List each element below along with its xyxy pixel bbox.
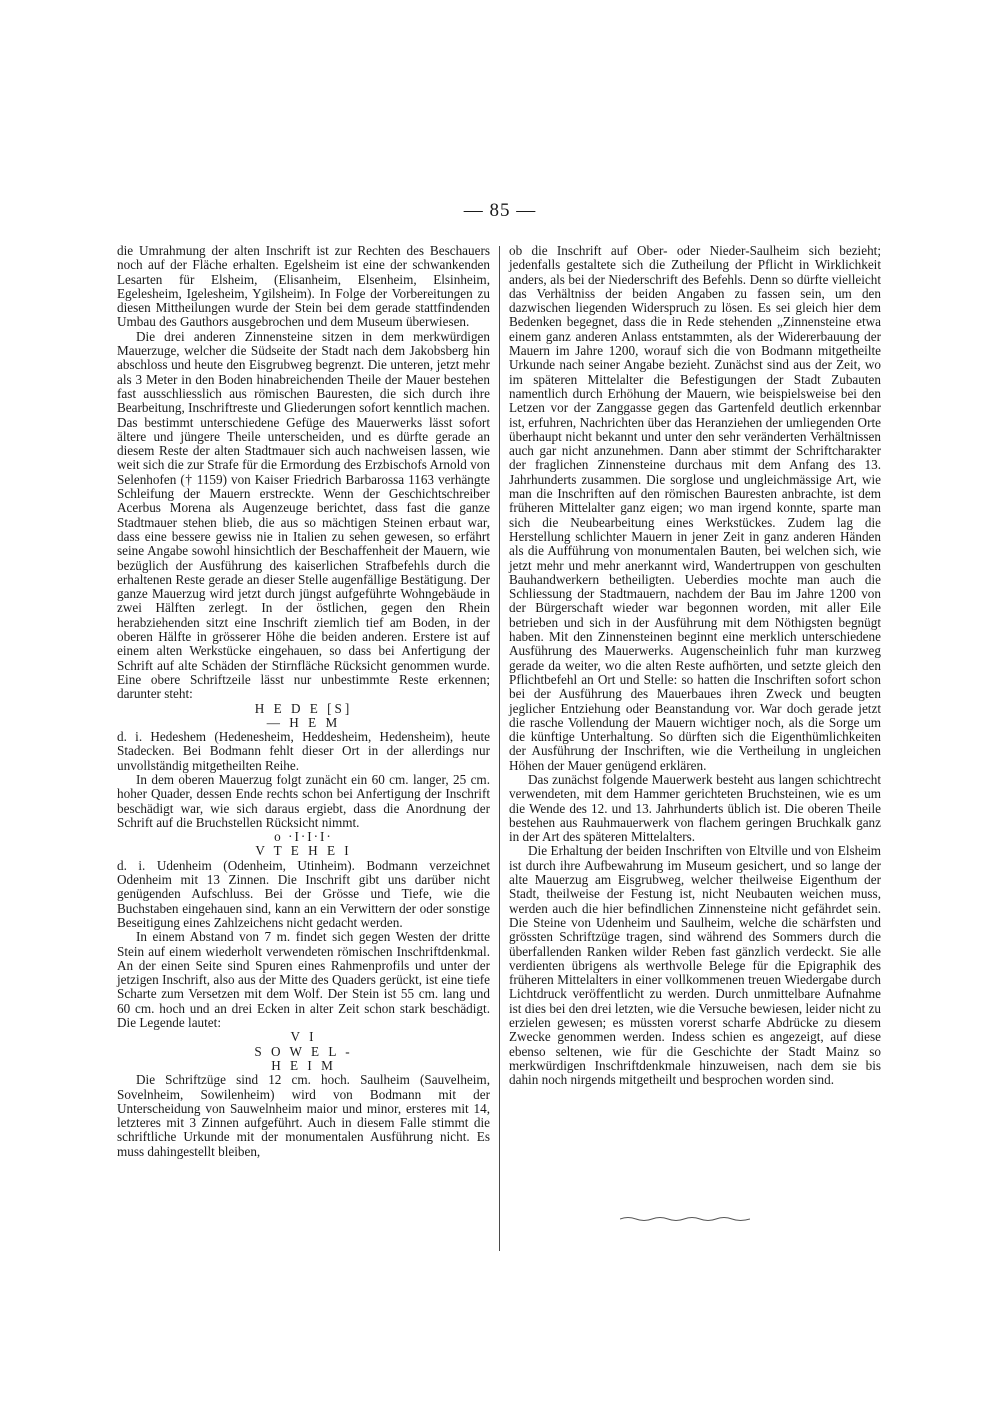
column-divider	[499, 246, 500, 1251]
paragraph: Die Schriftzüge sind 12 cm. hoch. Saulheim (Sauvelheim, Sovelnheim, Sowilenheim) wird von Bodmann mit der Unterscheidung von Sauwelnheim maior und minor, ersteres mit 14, letzteres mit 3 Zinnen aufgeführt. Auch in diesem Falle stimmt die schriftliche Urkunde mit der monumentalen Ausführung nicht. Es muss dahingestellt bleiben,	[117, 1072, 490, 1159]
left-column	[117, 244, 490, 1159]
right-column	[509, 244, 881, 1088]
inscription-line: V T E H E I	[255, 843, 352, 859]
paragraph: die Umrahmung der alten Inschrift ist zur Rechten des Beschauers noch auf der Fläche erhalten. Egelsheim ist eine der schwankenden Lesarten für Elsheim, (Elisanheim, Elsenheim, Elsinheim, Egelesheim, Igelesheim, Ygilsheim). In Folge der Vorbereitungen zu diesen Mittheilungen wurde der Stein bei dem gerade stattfindenden Umbau des Gauthors ausgebrochen und dem Museum überwiesen.	[117, 243, 490, 330]
inscription-line: H E I M	[271, 1057, 336, 1073]
paragraph: Das zunächst folgende Mauerwerk besteht aus langen schichtrecht verwendeten, mit dem Hammer gerichteten Bruchsteinen, wie es um die Wende des 12. und 13. Jahrhunderts üblich ist. Die oberen Theile bestehen aus Rauhmauerwerk von flachem geringen Bruchkalk ganz in der Art des späteren Mittelalters.	[509, 771, 881, 845]
inscription-line: o ·I·I·I·	[274, 829, 333, 845]
paragraph: d. i. Udenheim (Odenheim, Utinheim). Bodmann verzeichnet Odenheim mit 13 Zinnen. Die Inschrift gibt uns darüber nicht genügenden Aufschluss. Bei der Grösse und Tiefe, wie die Buchstaben eingehauen sind, kann an ein Verwittern der oder sonstige Beseitigung eines Zahlzeichens nicht gedacht werden.	[117, 857, 490, 930]
paragraph: d. i. Hedeshem (Hedenesheim, Heddesheim, Hedensheim), heute Stadecken. Bei Bodmann fehlt dieser Ort in der allerdings nur unvollständig mitgetheilten Reihe.	[117, 729, 490, 773]
paragraph: Die Erhaltung der beiden Inschriften von Eltville und von Elsheim ist durch ihre Aufbewahrung im Museum gesichert, und so lange der alte Mauerzug am Eisgrubweg, welcher theilweise Eigenthum der Stadt, theilweise der Festung ist, nicht Neubauten weichen muss, werden auch die hier befindlichen Zinnensteine nicht gefährdet sein. Die Steine von Udenheim und Saulheim, welche die schärfsten und grössten Schriftzüge tragen, sind während des Sommers durch die überfallenden Ranken wilder Reben fast gänzlich verdeckt. Sie alle verdienten übrigens als werthvolle Belege für die Epigraphik des früheren Mittelalters in einer vollkommenen treuen Wiedergabe durch Lichtdruck veröffentlicht zu werden. Durch unmittelbare Aufnahme ist dies bei den drei letzten, wie die Versuche bewiesen, leider nicht zu erzielen gewesen; es müssten vorerst scharfe Abdrücke zu diesem Zwecke genommen werden. Indess schien es angezeigt, auf diese ebenso seltenen, wie für die Geschichte der Stadt Mainz so merkwürdigen Inschriftdenkmale hinzuweisen, nach dem sie bis dahin noch nirgends mitgetheilt und besprochen worden sind.	[509, 843, 881, 1088]
inscription-line: H E D E [S]	[254, 700, 353, 716]
paragraph: ob die Inschrift auf Ober- oder Nieder-Saulheim sich bezieht; jedenfalls gestaltete sich die Zutheilung der Pflicht in Wirklichkeit anders, als bei der Niederschrift des Befehls. Denn so dürfte vielleicht das Verhältniss der beiden Angaben zu fassen sein, um den dazwischen liegenden Widerspruch zu lösen. Es sei gleich hier dem Bedenken begegnet, dass die in Rede stehenden „Zinnensteine etwa einem ganz anderen Anlass entstammten, als der Widererbauung der Mauern im Jahre 1200, worauf sich die von Bodmann mitgetheilte Urkunde nach seiner Angabe bezieht. Zunächst sind aus der Zeit, wo im späteren Mittelalter die Befestigungen der Stadt Zubauten namentlich durch Erhöhung der Mauern, wie beispielsweise bei den Letzen vor der Zanggasse gegen das Gartenfeld deutlich erkennbar ist, erfuhren, Nachrichten über das Heranziehen der umliegenden Orte überhaupt nicht bekannt und unter den sehr veränderten Verhältnissen auch gar nicht anzunehmen. Dann aber stimmt der Schriftcharakter der fraglichen Zinnensteine durchaus mit dem Anfang des 13. Jahrhunderts zusammen. Die sorglose und ungleichmässige Art, wie man die Inschriften auf den römischen Bauresten anbrachte, ist dem früheren Mittelalter ganz eigen; wo man irgend konnte, sparte man sich die Neubearbeitung eines Werkstückes. Zudem lag die Herstellung schlichter Mauern in jener Zeit in ganz anderen Händen als die Aufführung von monumentalen Bauten, bei welchen sich, wie jetzt mehr und mehr anerkannt wird, Wandertruppen von geschulten Bauhandwerkern betheiligten. Ueberdies mochte man auch die Schliessung der Stadtmauern, nachdem der Bau im Jahre 1200 von der Bürgerschaft wieder war begonnen worden, mit aller Eile betrieben und sich in der Ausführung mit dem Nöthigsten begnügt haben. Mit den Zinnensteinen beginnt eine merklich unterschiedene Ausführung des Mauerwerks. Augenscheinlich fuhr man kurzweg gerade da weiter, wo die alten Reste aufhörten, und setzte gleich den Pflichtbefehl an Ort und Stelle: so hatten die Inschriften sofort schon bei der Ausführung des Mauerbaues ihren Zweck und beugten jeglicher Entziehung oder Beanstandung vor. War doch gerade jetzt die rasche Vollendung der Mauern wichtiger noch, als die Sorge um die künftige Unterhaltung. So dürften sich die Eigenthümlichkeiten der Ausführung der Inschriften, wie die Vertheilung in ungleichen Höhen der Mauer genügend erklären.	[509, 243, 881, 773]
paragraph: Die drei anderen Zinnensteine sitzen in dem merkwürdigen Mauerzuge, welcher die Südseite der Stadt nach dem Jakobsberg hin abschloss und heute den Eisgrubweg begrenzt. Die unteren, jetzt mehr als 3 Meter in den Boden hinabreichenden Theile der Mauer bestehen fast ausschliesslich aus römischen Bauresten, die sich durch ihre Bearbeitung, Inschriftreste und Gliederungen sofort kenntlich machen. Das bestimmt unterschiedene Gefüge des Mauerwerks lässt sofort ältere und jüngere Theile unterscheiden, und es dürfte gerade an diesem Reste der alten Stadtmauer sich auch nachweisen lassen, wie weit sich die zur Strafe für die Ermordung des Erzbischofs Arnold von Selenhofen († 1159) von Kaiser Friedrich Barbarossa 1163 verhängte Schleifung der Mauern erstreckte. Wenn der Geschichtschreiber Acerbus Morena als Augenzeuge berichtet, dass fast die ganze Stadtmauer stehen blieb, die aus so mächtigen Steinen erbaut war, dass eine bessere gewiss nie in Italien zu sehen gewesen, so erfährt seine Angabe sowohl hinsichtlich der Beschaffenheit der Mauern, wie bezüglich der Ausführung des kaiserlichen Strafbefehls durch die erhaltenen Reste gerade an dieser Stelle augenfällige Bestätigung. Der ganze Mauerzug wird jetzt durch jüngst aufgeführte Wohngebäude in zwei Hälften zerlegt. In der östlichen, gegen den Rhein herabziehenden sitzt eine Inschrift ziemlich tief am Boden, in der oberen Hälfte in grösserer Höhe die beiden anderen. Erstere ist auf einem alten Werkstücke eingehauen, so dass bei Anfertigung der Schrift auf alte Schäden der Stirnfläche Rücksicht genommen wurde. Eine obere Schriftzeile lässt nur unbestimmte Reste erkennen; darunter steht:	[117, 328, 490, 702]
paragraph: In dem oberen Mauerzug folgt zunächt ein 60 cm. langer, 25 cm. hoher Quader, dessen Ende rechts schon bei Anfertigung der Inschrift beschädigt war, wie sich daraus ergiebt, dass die Anordnung der Schrift auf die Bruchstellen Rücksicht nimmt.	[117, 771, 490, 830]
inscription-line: S O W E L -	[254, 1043, 353, 1059]
paragraph: In einem Abstand von 7 m. findet sich gegen Westen der dritte Stein auf einem wiederholt verwendeten römischen Inschriftdenkmal. An der einen Seite sind Spuren eines Rahmenprofils und unter der jetzigen Inschrift, also aus der Mitte des Quaders gerückt, ist eine tiefe Scharte zum Versetzen mit dem Wolf. Der Stein ist 55 cm. lang und 60 cm. hoch und an drei Ecken in alter Zeit schon stark beschädigt. Die Legende lautet:	[117, 929, 490, 1031]
inscription-line: — H E M	[266, 714, 341, 730]
inscription-line: V I	[290, 1029, 317, 1045]
page-number: — 85 —	[463, 200, 537, 221]
end-flourish	[620, 1215, 750, 1223]
